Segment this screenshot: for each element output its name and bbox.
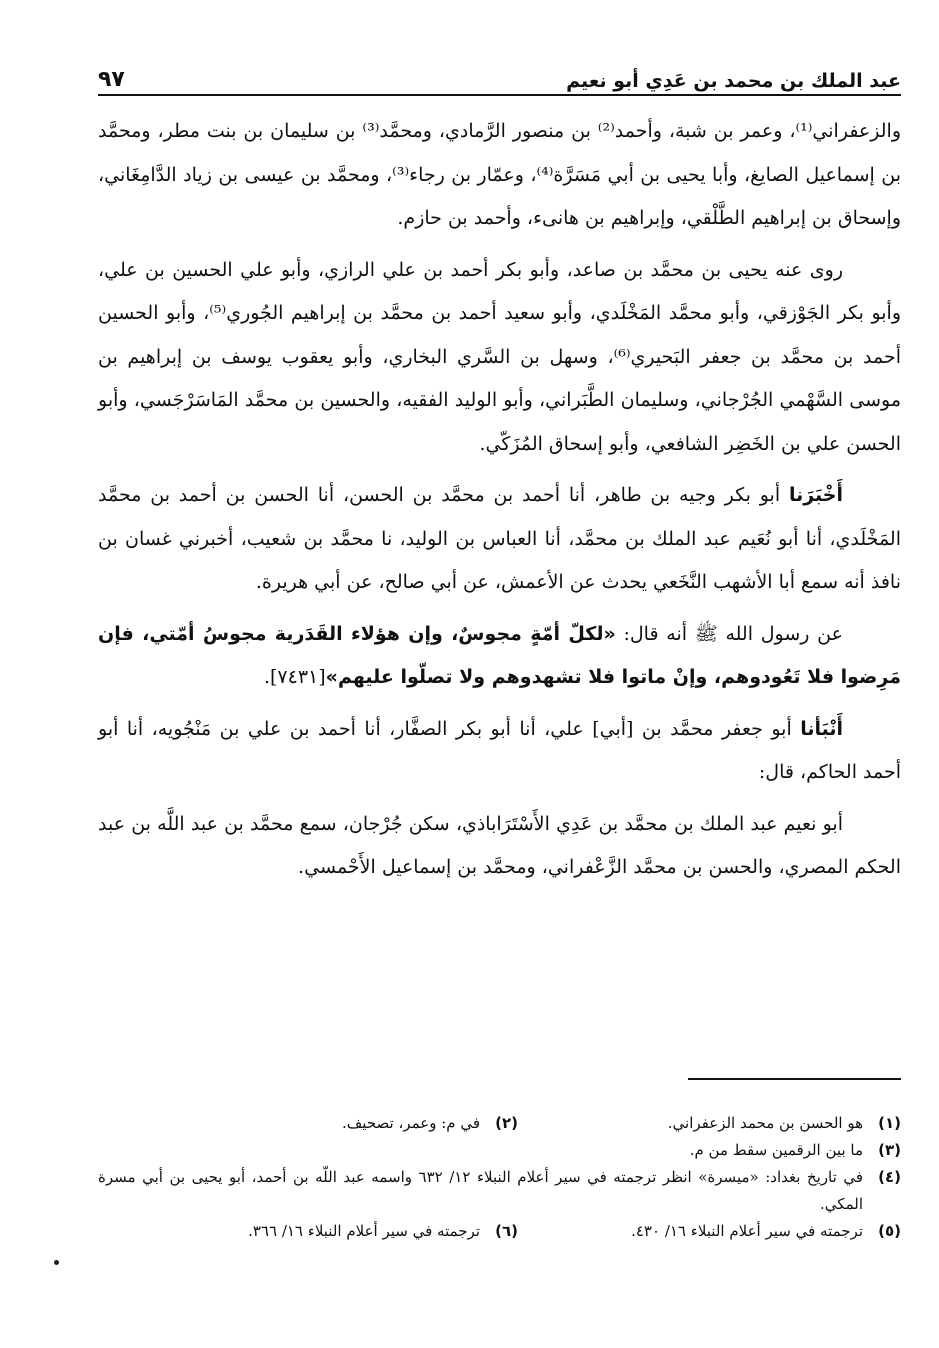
footnote-number: (٤)	[878, 1168, 901, 1186]
paragraph-second-isnad	[98, 708, 901, 795]
header-rule	[98, 94, 901, 96]
footnote-rule	[688, 1078, 901, 1080]
footnote-number: (١)	[878, 1114, 901, 1132]
page-number: ٩٧	[98, 67, 125, 92]
running-title: عبد الملك بن محمد بن عَدِي أبو نعيم	[566, 70, 901, 92]
footnote-text: هو الحسن بن محمد الزعفراني.	[667, 1114, 863, 1132]
footnote-row	[98, 1164, 901, 1218]
paragraph-text: عن رسول الله ﷺ أنه قال:	[615, 622, 843, 645]
footnote-row	[98, 1218, 901, 1245]
paragraph-teachers	[98, 110, 901, 241]
footnote-row	[98, 1110, 901, 1137]
footnote-number: (٢)	[495, 1114, 518, 1132]
footnote-number: (٣)	[878, 1141, 901, 1159]
footnote-row	[98, 1137, 901, 1164]
footnote-6	[98, 1218, 518, 1245]
footnote-text: ما بين الرقمين سقط من م.	[689, 1141, 863, 1159]
paragraph-text: أبو نعيم عبد الملك بن محمَّد بن عَدِي الأَسْتَرَاباذي، سكن جُرْجان، سمع محمَّد بن عبد اللَّه بن عبد الحكم المصري، والحسن بن محمَّد الزَّعْفراني، ومحمَّد بن إسماعيل الأَحْمسي.	[98, 812, 901, 878]
paragraph-text: والزعفراني⁽¹⁾، وعمر بن شبة، وأحمد⁽²⁾ بن منصور الرَّمادي، ومحمَّد⁽³⁾ بن سليمان بن بنت مطر، ومحمَّد بن إسماعيل الصايغ، وأبا يحيى بن أبي مَسَرَّة⁽⁴⁾، وعمّار بن رجاء⁽³⁾، ومحمَّد بن عيسى بن زياد الدَّامِغَاني، وإسحاق بن إبراهيم الطَّلْقي، وإبراهيم بن هانىء، وأحمد بن حازم.	[98, 120, 901, 229]
footnotes	[98, 1110, 901, 1245]
footnote-text: في تاريخ بغداد: «ميسرة» انظر ترجمته في سير أعلام النبلاء ١٢/ ٦٣٢ واسمه عبد اللّه بن أحمد، أبو يحيى بن أبي مسرة المكي.	[98, 1168, 863, 1213]
footnote-1	[668, 1110, 901, 1137]
main-text	[98, 110, 901, 898]
paragraph-hakim-quote	[98, 803, 901, 890]
paragraph-text: أبو بكر وجيه بن طاهر، أنا أحمد بن محمَّد بن الحسن، أنا الحسن بن أحمد بن محمَّد المَخْلَدي، أنا أبو نُعَيم عبد الملك بن محمَّد، أنا العباس بن الوليد، نا محمَّد بن شعيب، أخبرني غسان بن نافذ أنه سمع أبا الأشهب النَّخَعي يحدث عن الأعمش، عن أبي صالح، عن أبي هريرة.	[98, 484, 901, 593]
footnote-text: ترجمته في سير أعلام النبلاء ١٦/ ٤٣٠.	[631, 1222, 863, 1240]
isnad-lead-word: أَخْبَرَنا	[788, 484, 843, 506]
scan-speck	[54, 1260, 59, 1265]
footnote-text: ترجمته في سير أعلام النبلاء ١٦/ ٣٦٦.	[248, 1222, 480, 1240]
hadith-reference: [٧٤٣١].	[263, 666, 326, 688]
running-header	[98, 58, 901, 92]
hadith-quote: «لكلّ أمّةٍ مجوسٌ، وإن هؤلاء القَدَرية مجوسُ أمّتي، فإن مَرِضوا فلا تَعُودوهم، وإنْ ماتوا فلا تشهدوهم ولا تصلّوا عليهم»	[98, 622, 901, 688]
footnote-5	[631, 1218, 901, 1245]
paragraph-text: أبو جعفر محمَّد بن [أبي] علي، أنا أبو بكر الصفَّار، أنا أحمد بن علي بن مَنْجُويه، أنا أبو أحمد الحاكم، قال:	[98, 717, 901, 783]
footnote-4	[98, 1164, 901, 1218]
paragraph-hadith	[98, 613, 901, 700]
footnote-text: في م: وعمر، تصحيف.	[342, 1114, 480, 1132]
paragraph-isnad	[98, 474, 901, 605]
footnote-number: (٦)	[495, 1222, 518, 1240]
isnad-lead-word: أَنْبَأنا	[800, 717, 843, 740]
footnote-3	[98, 1137, 901, 1164]
paragraph-text: روى عنه يحيى بن محمَّد بن صاعد، وأبو بكر أحمد بن علي الرازي، وأبو علي الحسين بن علي، وأبو بكر الجَوْزقي، وأبو محمَّد المَخْلَدي، وأبو سعيد أحمد بن محمَّد بن إبراهيم الجُوري⁽⁵⁾، وأبو الحسين أحمد بن محمَّد بن جعفر البَحيري⁽⁶⁾، وسهل بن السَّري البخاري، وأبو يعقوب يوسف بن إبراهيم بن موسى السَّهْمي الجُرْجاني، وسليمان الطَّبَراني، وأبو الوليد الفقيه، والحسين بن محمَّد المَاسَرْجَسي، وأبو الحسن علي بن الخَضِر الشافعي، وأبو إسحاق المُزَكّي.	[98, 258, 901, 455]
footnote-number: (٥)	[878, 1222, 901, 1240]
paragraph-students	[98, 249, 901, 467]
footnote-2	[98, 1110, 518, 1137]
